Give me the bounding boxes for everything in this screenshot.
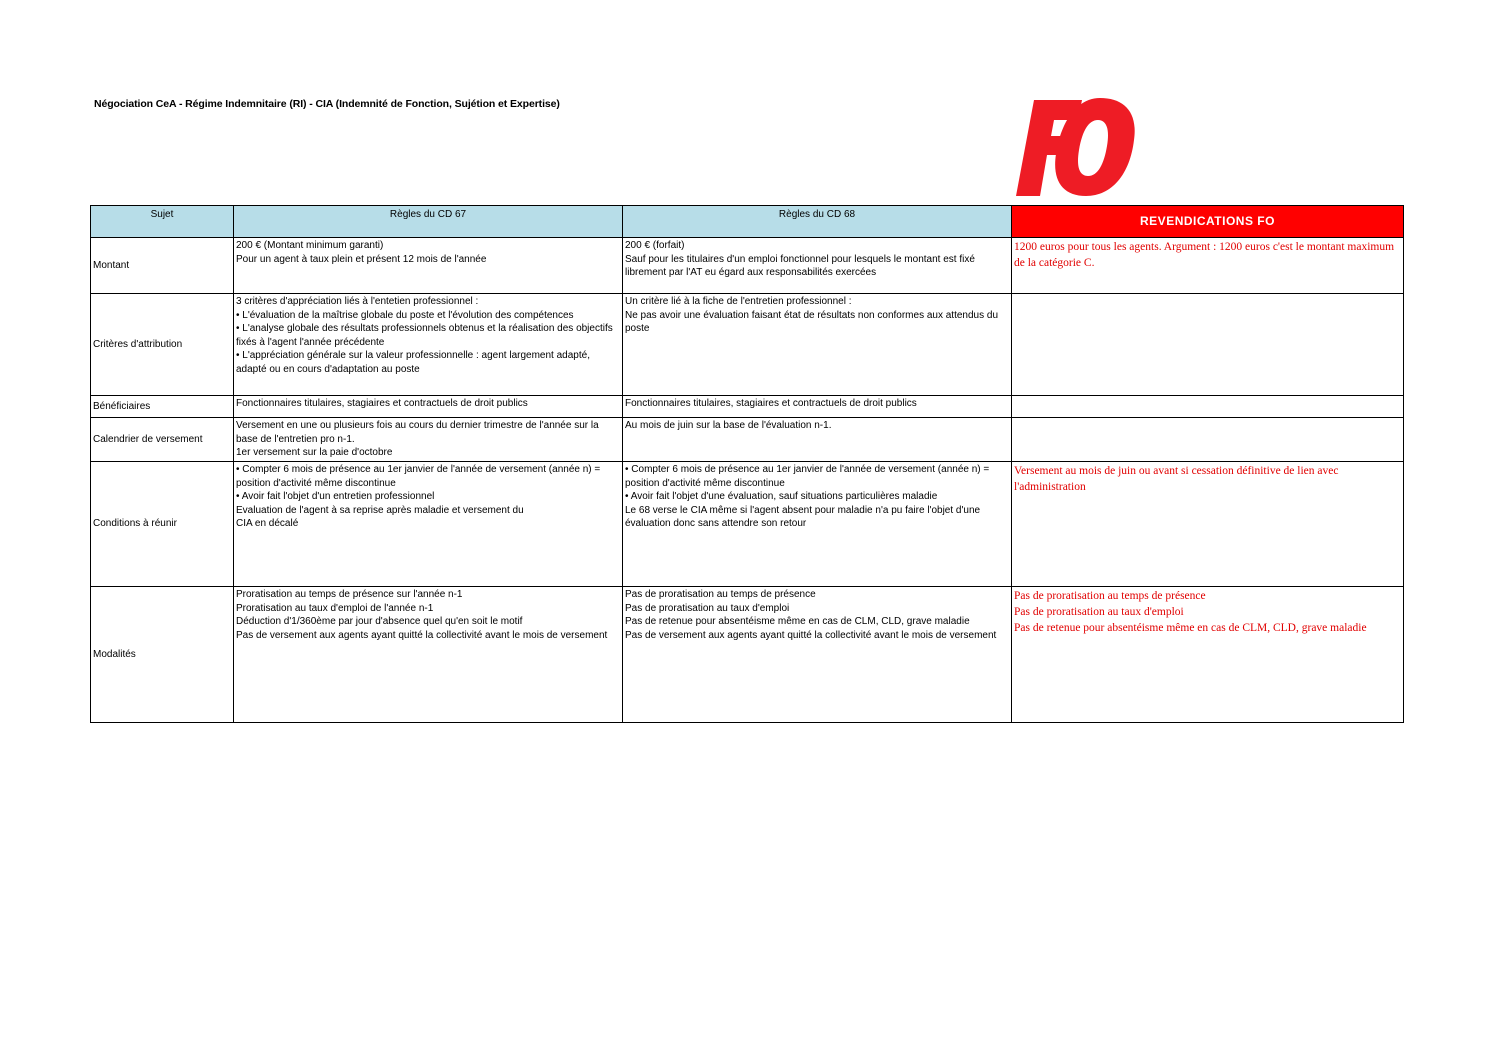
cell-line: Au mois de juin sur la base de l'évaluation n-1. — [625, 420, 832, 431]
fo-demand-cell — [1012, 396, 1404, 418]
cell-line: 200 € (Montant minimum garanti) — [236, 240, 384, 251]
fo-logo — [1012, 96, 1140, 200]
cell-line: Proratisation au taux d'emploi de l'année n-1 — [236, 602, 434, 614]
cell-line: Fonctionnaires titulaires, stagiaires et contractuels de droit publics — [625, 398, 917, 409]
cell-line: 1200 euros pour tous les agents. Argument : 1200 euros c'est le montant maximum de la catégorie C. — [1014, 241, 1395, 269]
cell-line: Pas de retenue pour absentéisme même en cas de CLM, CLD, grave maladie — [625, 616, 970, 628]
cell-line: • L'analyse globale des résultats professionnels obtenus et la réalisation des objectifs fixés à l'agent l'année précédente — [236, 323, 613, 348]
cell-line: Un critère lié à la fiche de l'entretien professionnel : — [625, 296, 852, 307]
cell-line: Evaluation de l'agent à sa reprise après maladie et versement du — [236, 504, 524, 516]
table-row — [91, 294, 1404, 396]
cell-line: • Avoir fait l'objet d'une évaluation, sauf situations particulières maladie — [625, 491, 938, 503]
document-title: Négociation CeA - Régime Indemnitaire (RI) - CIA (Indemnité de Fonction, Sujétion et Expertise) — [94, 98, 560, 110]
cd67-rule-cell — [234, 462, 623, 587]
cell-line: Pas de proratisation au temps de présence — [1014, 590, 1206, 602]
row-subject: Modalités — [91, 587, 234, 723]
table-row — [91, 418, 1404, 462]
cell-line: Proratisation au temps de présence sur l'année n-1 — [236, 589, 463, 600]
cell-line: Pas de versement aux agents ayant quitté la collectivité avant le mois de versement — [625, 629, 997, 641]
cd68-rule-cell — [623, 462, 1012, 587]
cd68-rule-cell — [623, 238, 1012, 294]
header-subject: Sujet — [91, 206, 234, 238]
cd67-rule-cell — [234, 587, 623, 723]
cd67-rule-cell — [234, 294, 623, 396]
cd68-rule-cell — [623, 587, 1012, 723]
fo-demand-cell — [1012, 462, 1404, 587]
cell-line: Pas de proratisation au temps de présence — [625, 589, 816, 600]
cell-line: Pas de proratisation au taux d'emploi — [625, 602, 790, 614]
header-row — [91, 206, 1404, 238]
cell-line: Ne pas avoir une évaluation faisant état de résultats non conformes aux attendus du poste — [625, 309, 999, 335]
cd67-rule-cell — [234, 418, 623, 462]
fo-demand-cell — [1012, 294, 1404, 396]
table-row — [91, 462, 1404, 587]
cd68-rule-cell — [623, 294, 1012, 396]
cell-line: 3 critères d'appréciation liés à l'entetien professionnel : — [236, 296, 479, 307]
cd68-rule-cell — [623, 418, 1012, 462]
row-subject: Montant — [91, 238, 234, 294]
row-subject: Conditions à réunir — [91, 462, 234, 587]
cell-line: Versement au mois de juin ou avant si cessation définitive de lien avec l'administration — [1014, 465, 1339, 493]
table-row — [91, 238, 1404, 294]
cell-line: • Compter 6 mois de présence au 1er janvier de l'année de versement (année n) = position d'activité même discontinue — [625, 464, 990, 489]
cell-line: Pas de retenue pour absentéisme même en cas de CLM, CLD, grave maladie — [1014, 622, 1367, 634]
cell-line: Déduction d'1/360ème par jour d'absence quel qu'en soit le motif — [236, 616, 523, 628]
cell-line: Le 68 verse le CIA même si l'agent absent pour maladie n'a pu faire l'objet d'une évaluation donc sans attendre son retour — [625, 504, 981, 530]
header-fo-demands: REVENDICATIONS FO — [1012, 206, 1404, 238]
cd67-rule-cell — [234, 238, 623, 294]
table-row — [91, 396, 1404, 418]
header-cd67: Règles du CD 67 — [234, 206, 623, 238]
cell-line: 1er versement sur la paie d'octobre — [236, 447, 393, 459]
cd68-rule-cell — [623, 396, 1012, 418]
row-subject: Calendrier de versement — [91, 418, 234, 462]
fo-demand-cell — [1012, 418, 1404, 462]
fo-demand-cell — [1012, 238, 1404, 294]
comparison-table — [90, 205, 1404, 723]
cell-line: • L'évaluation de la maîtrise globale du poste et l'évolution des compétences — [236, 309, 574, 321]
cell-line: Pas de proratisation au taux d'emploi — [1014, 606, 1184, 618]
cell-line: CIA en décalé — [236, 518, 299, 530]
cell-line: Pas de versement aux agents ayant quitté la collectivité avant le mois de versement — [236, 629, 608, 641]
cell-line: 200 € (forfait) — [625, 240, 685, 251]
cell-line: • Compter 6 mois de présence au 1er janvier de l'année de versement (année n) = position d'activité même discontinue — [236, 464, 601, 489]
row-subject: Bénéficiaires — [91, 396, 234, 418]
cd67-rule-cell — [234, 396, 623, 418]
header-cd68: Règles du CD 68 — [623, 206, 1012, 238]
cell-line: Versement en une ou plusieurs fois au cours du dernier trimestre de l'année sur la base de l'entretien pro n-1. — [236, 420, 599, 445]
cell-line: • Avoir fait l'objet d'un entretien professionnel — [236, 491, 435, 503]
fo-demand-cell — [1012, 587, 1404, 723]
row-subject: Critères d'attribution — [91, 294, 234, 396]
cell-line: • L'appréciation générale sur la valeur professionnelle : agent largement adapté, adapté ou en cours d'adaptation au poste — [236, 350, 590, 375]
cell-line: Sauf pour les titulaires d'un emploi fonctionnel pour lesquels le montant est fixé librement par l'AT eu égard aux responsabilités exercées — [625, 253, 975, 279]
cell-line: Fonctionnaires titulaires, stagiaires et contractuels de droit publics — [236, 398, 528, 409]
cell-line: Pour un agent à taux plein et présent 12 mois de l'année — [236, 253, 487, 265]
table-row — [91, 587, 1404, 723]
